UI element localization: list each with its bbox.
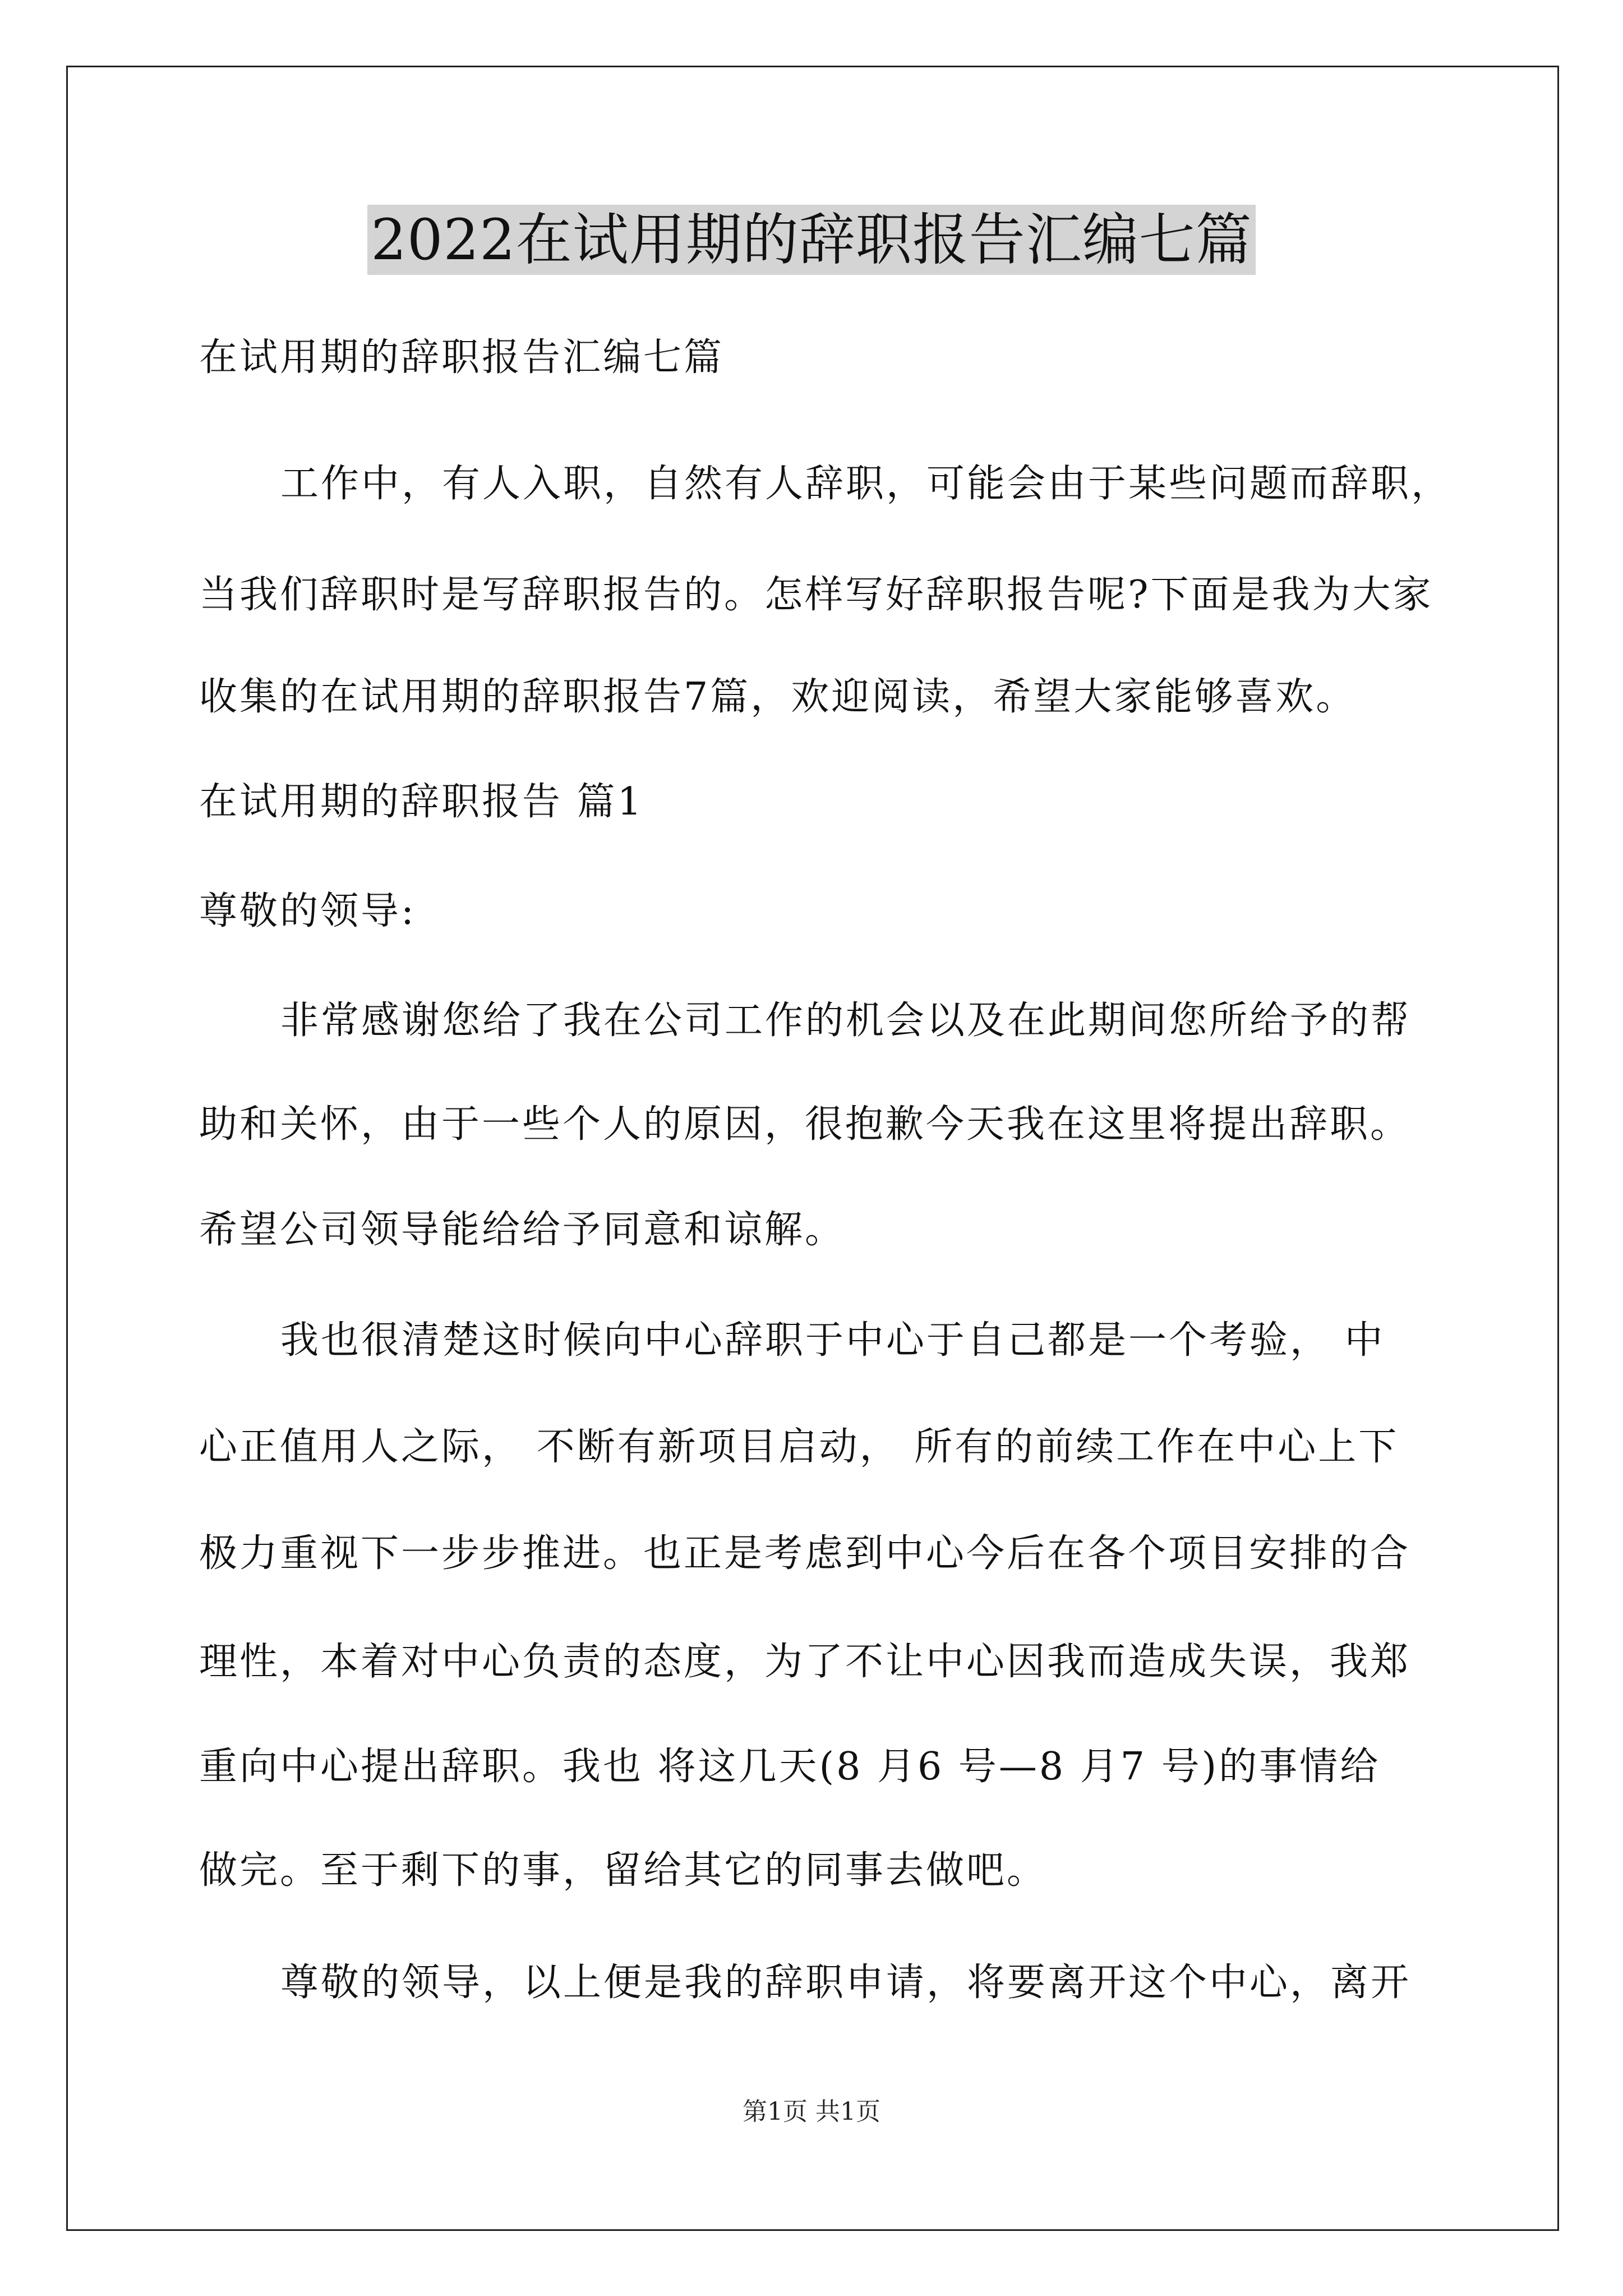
paragraph-line: 尊敬的领导，以上便是我的辞职申请，将要离开这个中心，离开 [280, 1961, 1412, 2005]
paragraph-line: 非常感谢您给了我在公司工作的机会以及在此期间您所给予的帮 [280, 999, 1412, 1043]
salutation: 尊敬的领导: [199, 889, 416, 933]
paragraph-line: 理性，本着对中心负责的态度，为了不让中心因我而造成失误，我郑 [199, 1640, 1411, 1684]
section-heading: 在试用期的辞职报告 篇1 [199, 780, 644, 824]
paragraph-line: 收集的在试用期的辞职报告7篇，欢迎阅读，希望大家能够喜欢。 [199, 675, 1357, 719]
paragraph-line: 极力重视下一步步推进。也正是考虑到中心今后在各个项目安排的合 [199, 1531, 1411, 1576]
paragraph-line: 我也很清楚这时候向中心辞职于中心于自己都是一个考验， 中 [280, 1318, 1385, 1363]
page-footer: 第1页 共1页 [743, 2097, 880, 2126]
paragraph-line: 当我们辞职时是写辞职报告的。怎样写好辞职报告呢?下面是我为大家 [199, 573, 1433, 617]
paragraph-line: 希望公司领导能给给予同意和谅解。 [199, 1208, 846, 1252]
paragraph-line: 心正值用人之际， 不断有新项目启动， 所有的前续工作在中心上下 [199, 1425, 1399, 1469]
paragraph-line: 重向中心提出辞职。我也 将这几天(8 月6 号—8 月7 号)的事情给 [199, 1745, 1381, 1789]
paragraph-line: 工作中，有人入职，自然有人辞职，可能会由于某些问题而辞职， [280, 462, 1452, 506]
paragraph-line: 做完。至于剩下的事，留给其它的同事去做吧。 [199, 1848, 1048, 1893]
subtitle-line: 在试用期的辞职报告汇编七篇 [199, 335, 725, 380]
paragraph-line: 助和关怀，由于一些个人的原因，很抱歉今天我在这里将提出辞职。 [199, 1102, 1411, 1147]
document-title-text: 2022在试用期的辞职报告汇编七篇 [367, 205, 1256, 275]
document-title [0, 201, 1623, 279]
